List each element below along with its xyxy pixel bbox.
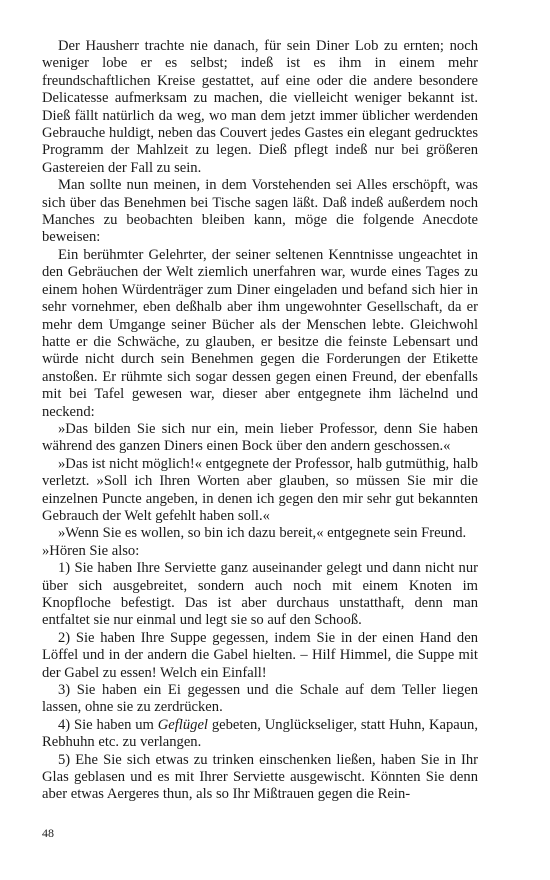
poultry-emphasis: Geflügel xyxy=(157,716,208,733)
poultry-text-after: gebeten, Unglückseliger, statt Huhn, Kapaun, Rebhuhn etc. zu verlangen. xyxy=(42,716,478,751)
body-text xyxy=(42,38,478,804)
paragraph-table-manners: Man sollte nun meinen, in dem Vorstehenden sei Alles erschöpft, was sich über das Benehmen bei Tische sagen läßt. Daß indeß außerdem noch Manches zu beobachten bleiben kann, möge die folgende Anecdote beweisen: xyxy=(42,177,478,246)
poultry-text-before: 4) Sie haben um xyxy=(58,716,158,733)
paragraph-friend-ready: »Wenn Sie es wollen, so bin ich dazu bereit,« entgegnete sein Freund. xyxy=(58,525,467,542)
list-item-napkin: 1) Sie haben Ihre Serviette ganz auseinander gelegt und dann nicht nur über sich ausgebreitet, sondern auch noch mit einem Knoten im Knopfloche befestigt. Das ist aber durchaus unstatthaft, denn man entfaltet sie nur einmal und legt sie so auf den Schooß. xyxy=(42,560,478,629)
paragraph-friend-reply: »Das bilden Sie sich nur ein, mein lieber Professor, denn Sie haben während des ganzen Diners einen Bock über den andern geschossen.« xyxy=(42,420,478,455)
list-item-glass: 5) Ehe Sie sich etwas zu trinken einschenken ließen, haben Sie in Ihr Glas geblasen und es mit Ihrer Serviette ausgewischt. Könnten Sie denn aber etwas Aergeres thun, als so Ihr Mißtrauen gegen die Rein- xyxy=(42,751,478,803)
paragraph-scholar-anecdote: Ein berühmter Gelehrter, der seiner seltenen Kenntnisse ungeachtet in den Gebräuchen der Welt ziemlich unerfahren war, wurde eines Tages zu einem hohen Würdenträger zum Diner eingeladen und befand sich hier in sehr vornehmer, eben deßhalb aber ihm ungewohnter Gesellschaft, da er mehr dem Umgange seiner Bücher als der Menschen lebte. Gleichwohl hatte er die Schwäche, zu glauben, er besitze die feinste Lebensart und würde nicht durch sein Benehmen gegen die Forderungen der Etikette anstoßen. Er rühmte sich sogar dessen gegen einen Freund, der ebenfalls mit bei Tafel gewesen war, dieser aber entgegnete ihm lächelnd und neckend: xyxy=(42,246,478,420)
page-number: 48 xyxy=(42,826,54,840)
paragraph-host-praise: Der Hausherr trachte nie danach, für sein Diner Lob zu ernten; noch weniger lobe er es selbst; indeß ist es ihm in einem mehr freundschaftlichen Kreise gestattet, auf eine oder die andere besondere Delicatesse aufmerksam zu machen, die vielleicht weniger bekannt ist. Dieß fällt natürlich da weg, wo man dem jetzt immer üblicher werdenden Gebrauche huldigt, neben das Couvert jedes Gastes ein elegant gedrucktes Programm der Mahlzeit zu legen. Dieß pflegt indeß nur bei größeren Gastereien der Fall zu sein. xyxy=(42,38,478,176)
paragraph-listen: »Hören Sie also: xyxy=(42,542,140,559)
list-item-egg: 3) Sie haben ein Ei gegessen und die Schale auf dem Teller liegen lassen, ohne sie zu zerdrücken. xyxy=(42,682,478,716)
paragraph-professor-reply: »Das ist nicht möglich!« entgegnete der Professor, halb gutmüthig, halb verletzt. »Soll ich Ihren Worten aber glauben, so müssen Sie mir die einzelnen Puncte angeben, in denen ich gegen den mir sehr gut bekannten Gebrauch der Welt gefehlt haben soll.« xyxy=(42,455,478,524)
list-item-soup: 2) Sie haben Ihre Suppe gegessen, indem Sie in der einen Hand den Löffel und in der andern die Gabel hielten. – Hilf Himmel, die Suppe mit der Gabel zu essen! Welch ein Einfall! xyxy=(42,629,478,681)
list-item-poultry xyxy=(42,717,478,752)
